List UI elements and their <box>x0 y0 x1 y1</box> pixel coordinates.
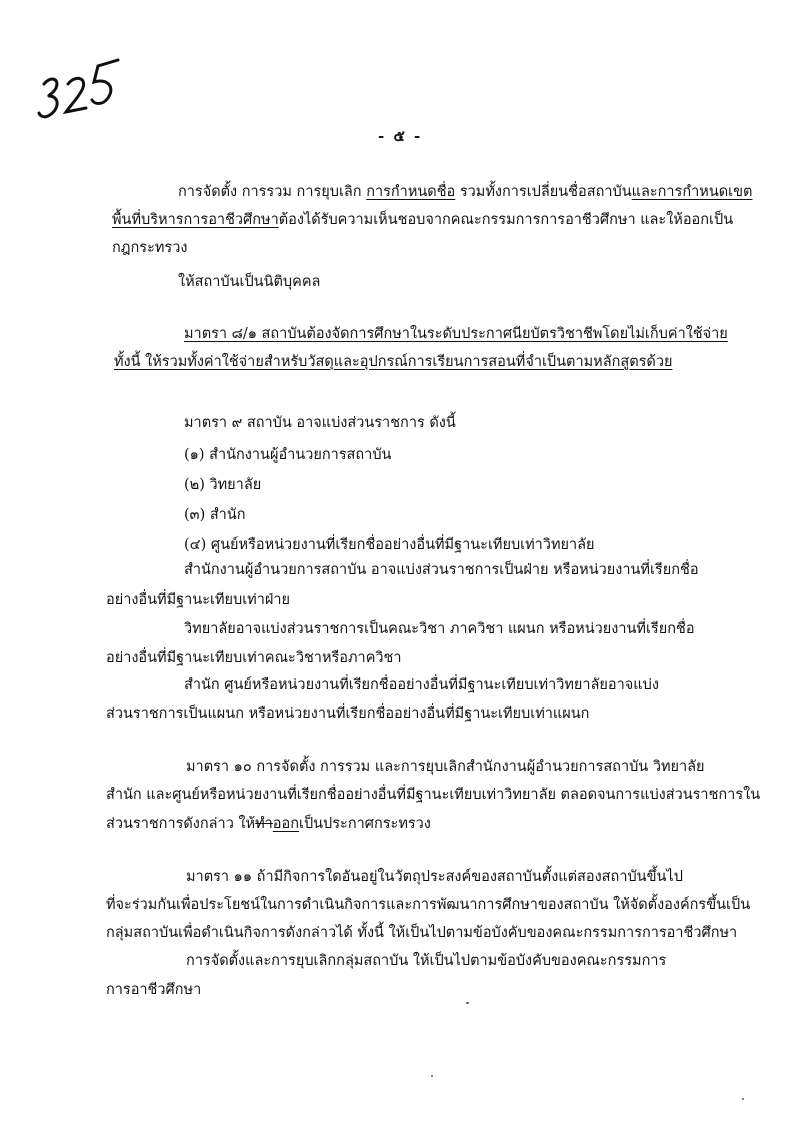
section9-para1-line-2: อย่างอื่นที่มีฐานะเทียบเท่าฝ่าย <box>106 592 291 608</box>
section8-1-line-1: มาตรา ๘/๑ สถาบันต้องจัดการศึกษาในระดับประกาศนียบัตรวิชาชีพโดยไม่เก็บค่าใช้จ่าย <box>184 326 728 342</box>
scan-speck <box>742 1098 744 1100</box>
section8-line-4: ให้สถาบันเป็นนิติบุคคล <box>178 274 321 290</box>
section9-para3-line-1: สำนัก ศูนย์หรือหน่วยงานที่เรียกชื่ออย่างอื่นที่มีฐานะเทียบเท่าวิทยาลัยอาจแบ่ง <box>184 677 659 693</box>
section8-line-1: การจัดตั้ง การรวม การยุบเลิก การกำหนดชื่อ รวมทั้งการเปลี่ยนชื่อสถาบันและการกำหนดเขต <box>178 184 753 200</box>
scan-speck <box>431 1075 433 1077</box>
section11-line-5: การอาชีวศึกษา <box>106 982 202 998</box>
section9-para2-line-1: วิทยาลัยอาจแบ่งส่วนราชการเป็นคณะวิชา ภาควิชา แผนก หรือหน่วยงานที่เรียกชื่อ <box>184 621 695 637</box>
section10-line-2: สำนัก และศูนย์หรือหน่วยงานที่เรียกชื่ออย่างอื่นที่มีฐานะเทียบเท่าวิทยาลัย ตลอดจนการแบ่งส่วนราชการใน <box>106 787 761 803</box>
section9-item-3: (๓) สำนัก <box>184 507 246 523</box>
section11-line-4: การจัดตั้งและการยุบเลิกกลุ่มสถาบัน ให้เป็นไปตามข้อบังคับของคณะกรรมการ <box>186 953 667 969</box>
section9-heading: มาตรา ๙ สถาบัน อาจแบ่งส่วนราชการ ดังนี้ <box>184 415 456 431</box>
section11-line-3: กลุ่มสถาบันเพื่อดำเนินกิจการดังกล่าวได้ ทั้งนี้ ให้เป็นไปตามข้อบังคับของคณะกรรมการการอาชีวศึกษา <box>106 925 738 941</box>
section9-para2-line-2: อย่างอื่นที่มีฐานะเทียบเท่าคณะวิชาหรือภาควิชา <box>106 650 402 666</box>
page-number: - ๕ - <box>378 127 423 145</box>
section11-line-2: ที่จะร่วมกันเพื่อประโยชน์ในการดำเนินกิจการและการพัฒนาการศึกษาของสถาบัน ให้จัดตั้งองค์กรขึ้นเป็น <box>106 897 751 913</box>
scan-speck <box>466 1002 469 1004</box>
underlined-district: และการกำหนดเขต <box>631 184 753 200</box>
section8-line-2: พื้นที่บริหารการอาชีวศึกษาต้องได้รับความเห็นชอบจากคณะกรรมการการอาชีวศึกษา และให้ออกเป็น <box>112 212 734 228</box>
section8-1-line-2: ทั้งนี้ ให้รวมทั้งค่าใช้จ่ายสำหรับวัสดุและอุปกรณ์การเรียนการสอนที่จำเป็นตามหลักสูตรด้วย <box>114 354 673 370</box>
section10-line-3: ส่วนราชการดังกล่าว ให้ทำออกเป็นประกาศกระทรวง <box>106 816 431 832</box>
struck-word: ทำ <box>255 816 273 832</box>
underlined-naming: การกำหนดชื่อ <box>366 184 456 200</box>
section9-item-1: (๑) สำนักงานผู้อำนวยการสถาบัน <box>184 447 392 463</box>
section9-item-4: (๔) ศูนย์หรือหน่วยงานที่เรียกชื่ออย่างอื่นที่มีฐานะเทียบเท่าวิทยาลัย <box>184 537 595 553</box>
section11-line-1: มาตรา ๑๑ ถ้ามีกิจการใดอันอยู่ในวัตถุประสงค์ของสถาบันตั้งแต่สองสถาบันขึ้นไป <box>186 869 683 885</box>
handwritten-page-number <box>36 46 126 126</box>
section9-para3-line-2: ส่วนราชการเป็นแผนก หรือหน่วยงานที่เรียกชื่ออย่างอื่นที่มีฐานะเทียบเท่าแผนก <box>106 706 590 722</box>
section9-para1-line-1: สำนักงานผู้อำนวยการสถาบัน อาจแบ่งส่วนราชการเป็นฝ่าย หรือหน่วยงานที่เรียกชื่อ <box>184 562 699 578</box>
section9-item-2: (๒) วิทยาลัย <box>184 477 262 493</box>
section10-line-1: มาตรา ๑๐ การจัดตั้ง การรวม และการยุบเลิกสำนักงานผู้อำนวยการสถาบัน วิทยาลัย <box>186 759 705 775</box>
inserted-word: ออก <box>272 816 299 832</box>
underlined-admin-area: พื้นที่บริหารการอาชีวศึกษา <box>112 212 279 228</box>
section8-line-3: กฎกระทรวง <box>112 240 188 256</box>
